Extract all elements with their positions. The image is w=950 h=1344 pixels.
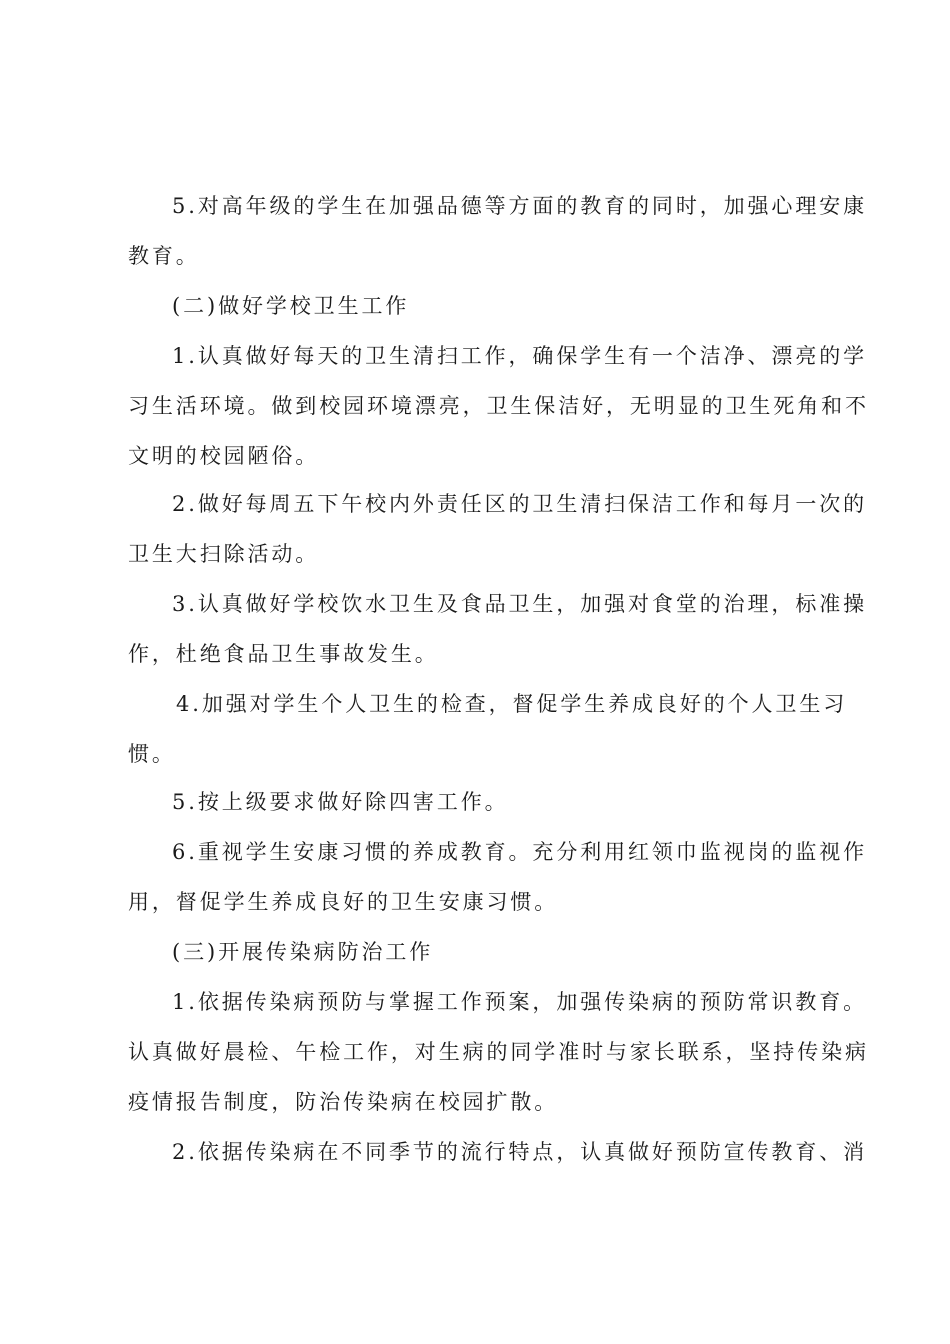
paragraph-line: 1.依据传染病预防与掌握工作预案，加强传染病的预防常识教育。 [172, 990, 868, 1014]
paragraph-line: 用，督促学生养成良好的卫生安康习惯。 [128, 890, 559, 914]
paragraph-line: 惯。 [128, 742, 176, 766]
paragraph-line: 习生活环境。做到校园环境漂亮，卫生保洁好，无明显的卫生死角和不 [128, 394, 869, 418]
paragraph-line: 3.认真做好学校饮水卫生及食品卫生，加强对食堂的治理，标准操 [172, 592, 868, 616]
paragraph-line: 5.对高年级的学生在加强品德等方面的教育的同时，加强心理安康 [172, 194, 868, 218]
paragraph-line: 2.依据传染病在不同季节的流行特点，认真做好预防宣传教育、消 [172, 1140, 868, 1164]
section-heading: (二)做好学校卫生工作 [172, 294, 410, 318]
paragraph-line: 疫情报告制度，防治传染病在校园扩散。 [128, 1090, 559, 1114]
paragraph-line: 认真做好晨检、午检工作，对生病的同学准时与家长联系，坚持传染病 [128, 1040, 869, 1064]
paragraph-line: 6.重视学生安康习惯的养成教育。充分利用红领巾监视岗的监视作 [172, 840, 868, 864]
paragraph-line: 2.做好每周五下午校内外责任区的卫生清扫保洁工作和每月一次的 [172, 492, 868, 516]
paragraph-line: 卫生大扫除活动。 [128, 542, 320, 566]
paragraph-line: 4.加强对学生个人卫生的检查，督促学生养成良好的个人卫生习 [176, 692, 848, 716]
section-heading: (三)开展传染病防治工作 [172, 940, 434, 964]
paragraph-line: 1.认真做好每天的卫生清扫工作，确保学生有一个洁净、漂亮的学 [172, 344, 868, 368]
paragraph-line: 5.按上级要求做好除四害工作。 [172, 790, 509, 814]
paragraph-line: 教育。 [128, 244, 200, 268]
paragraph-line: 文明的校园陋俗。 [128, 444, 320, 468]
paragraph-line: 作，杜绝食品卫生事故发生。 [128, 642, 439, 666]
